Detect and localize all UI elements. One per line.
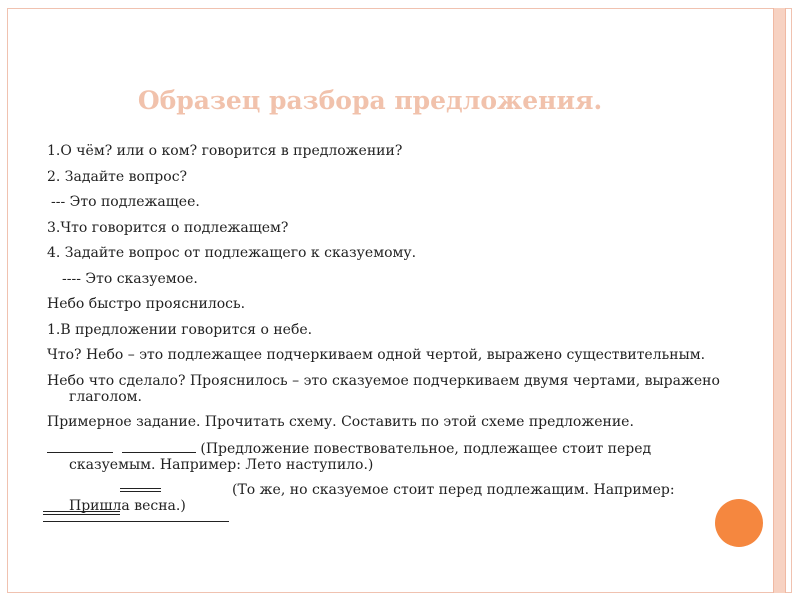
slide-content	[47, 143, 727, 524]
line-9: Что? Небо – это подлежащее подчеркиваем одной чертой, выражено существительным.	[47, 347, 706, 363]
scheme-subject-line	[47, 440, 113, 453]
scheme-predicate-line	[122, 440, 196, 453]
line-4: 3.Что говорится о подлежащем?	[47, 219, 289, 236]
line-8: 1.В предложении говорится о небе.	[47, 321, 313, 338]
scheme2-predicate-line-2	[43, 514, 120, 515]
line-11: Примерное задание. Прочитать схему. Составить по этой схеме предложение.	[47, 414, 634, 430]
scheme2-subject-line	[43, 521, 229, 522]
predicate-underline-2	[120, 491, 161, 492]
decorative-side-band	[773, 8, 786, 593]
line-1: 1.О чём? или о ком? говорится в предложении?	[47, 143, 403, 159]
line-6: ---- Это сказуемое.	[62, 270, 198, 287]
line-3: --- Это подлежащее.	[51, 194, 200, 210]
line-13: (То же, но сказуемое стоит перед подлежащим. Например: Пришла весна.)	[69, 482, 675, 514]
slide-title: Образец разбора предложения.	[137, 86, 603, 115]
line-5: 4. Задайте вопрос от подлежащего к сказуемому.	[47, 245, 417, 261]
scheme-1-text: (Предложение повествовательное, подлежащее стоит перед сказуемым. Например: Лето наступило.)	[69, 440, 652, 473]
line-12	[47, 440, 727, 473]
line-10: Небо что сделало? Прояснилось – это сказуемое подчеркиваем двумя чертами, выражено глаголом.	[47, 372, 720, 405]
decorative-orange-circle	[715, 499, 763, 547]
line-2: 2. Задайте вопрос?	[47, 168, 188, 185]
predicate-underline-1	[120, 488, 161, 489]
line-7: Небо быстро прояснилось.	[47, 296, 246, 312]
scheme2-predicate-line-1	[43, 511, 120, 512]
